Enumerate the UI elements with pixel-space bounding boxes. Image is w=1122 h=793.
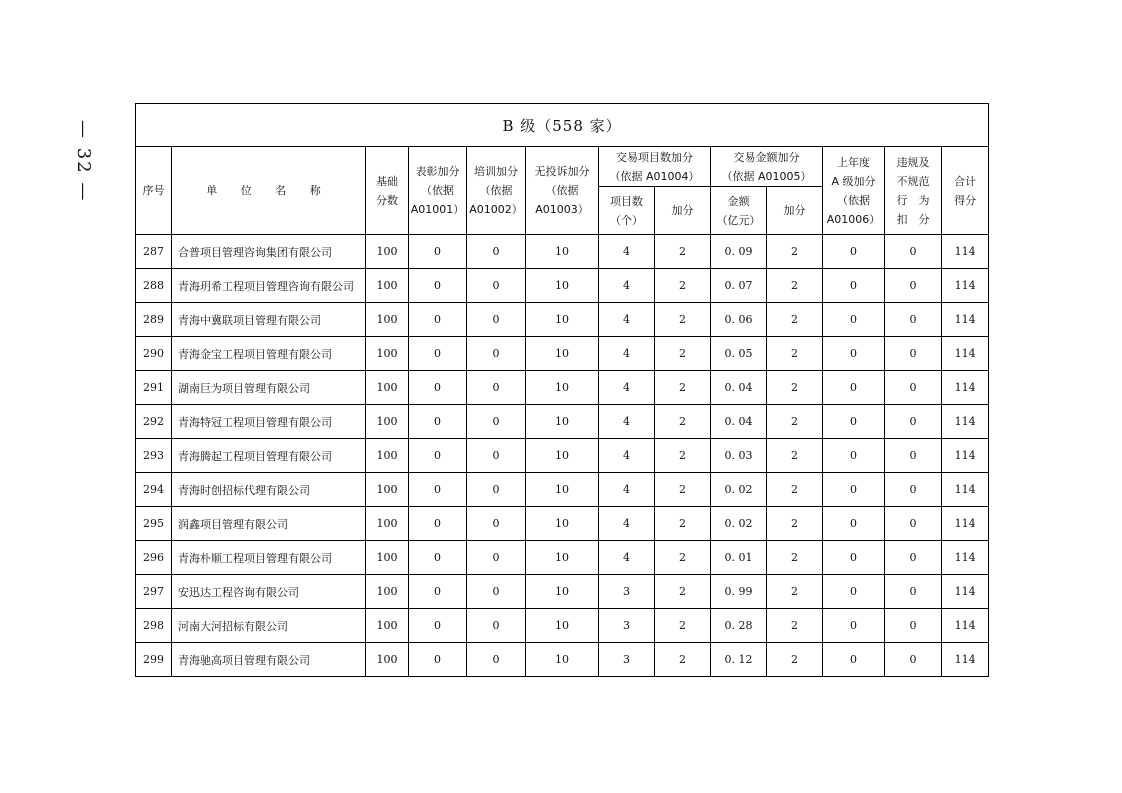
cell-trade-count-bonus: 2: [655, 371, 711, 405]
cell-no-complaint: 10: [526, 371, 599, 405]
cell-name: 青海驰高项目管理有限公司: [172, 643, 366, 677]
cell-trade-count-bonus: 2: [655, 337, 711, 371]
cell-base: 100: [366, 575, 409, 609]
cell-seq: 293: [136, 439, 172, 473]
cell-commend: 0: [409, 371, 467, 405]
cell-trade-count-bonus: 2: [655, 439, 711, 473]
cell-base: 100: [366, 541, 409, 575]
cell-seq: 287: [136, 235, 172, 269]
header-training: 培训加分 （依据 A01002）: [467, 147, 526, 235]
cell-name: 青海朴顺工程项目管理有限公司: [172, 541, 366, 575]
header-total: 合计 得分: [942, 147, 989, 235]
table-row: [136, 337, 989, 371]
cell-total: 114: [942, 371, 989, 405]
cell-training: 0: [467, 303, 526, 337]
cell-no-complaint: 10: [526, 609, 599, 643]
cell-seq: 288: [136, 269, 172, 303]
cell-training: 0: [467, 269, 526, 303]
cell-trade-amount-bonus: 2: [767, 371, 823, 405]
cell-training: 0: [467, 439, 526, 473]
score-table: [135, 103, 989, 677]
cell-trade-amount: 0. 02: [711, 507, 767, 541]
cell-trade-count-bonus: 2: [655, 541, 711, 575]
cell-violation: 0: [885, 473, 942, 507]
cell-trade-amount-bonus: 2: [767, 303, 823, 337]
cell-trade-amount: 0. 03: [711, 439, 767, 473]
cell-name: 河南大河招标有限公司: [172, 609, 366, 643]
cell-trade-amount: 0. 04: [711, 405, 767, 439]
cell-total: 114: [942, 473, 989, 507]
cell-trade-amount: 0. 02: [711, 473, 767, 507]
cell-commend: 0: [409, 507, 467, 541]
header-violation: 违规及 不规范 行 为 扣 分: [885, 147, 942, 235]
cell-training: 0: [467, 541, 526, 575]
cell-trade-amount: 0. 06: [711, 303, 767, 337]
cell-last-year: 0: [823, 337, 885, 371]
cell-total: 114: [942, 541, 989, 575]
cell-trade-amount-bonus: 2: [767, 507, 823, 541]
cell-trade-count-bonus: 2: [655, 575, 711, 609]
cell-seq: 297: [136, 575, 172, 609]
cell-trade-count: 4: [599, 235, 655, 269]
header-last-year: 上年度 A 级加分 （依据 A01006）: [823, 147, 885, 235]
cell-trade-amount: 0. 99: [711, 575, 767, 609]
cell-no-complaint: 10: [526, 337, 599, 371]
cell-base: 100: [366, 439, 409, 473]
cell-total: 114: [942, 575, 989, 609]
cell-training: 0: [467, 337, 526, 371]
cell-violation: 0: [885, 235, 942, 269]
cell-trade-count-bonus: 2: [655, 507, 711, 541]
cell-seq: 298: [136, 609, 172, 643]
header-base: 基础 分数: [366, 147, 409, 235]
cell-last-year: 0: [823, 541, 885, 575]
cell-training: 0: [467, 575, 526, 609]
cell-last-year: 0: [823, 235, 885, 269]
cell-violation: 0: [885, 643, 942, 677]
cell-base: 100: [366, 473, 409, 507]
cell-no-complaint: 10: [526, 405, 599, 439]
cell-trade-amount: 0. 12: [711, 643, 767, 677]
cell-base: 100: [366, 235, 409, 269]
cell-trade-amount-bonus: 2: [767, 609, 823, 643]
cell-trade-amount: 0. 07: [711, 269, 767, 303]
cell-trade-amount-bonus: 2: [767, 405, 823, 439]
cell-name: 青海腾起工程项目管理有限公司: [172, 439, 366, 473]
cell-commend: 0: [409, 235, 467, 269]
header-trade-amount-bonus: 加分: [767, 187, 823, 235]
cell-trade-count: 4: [599, 473, 655, 507]
cell-violation: 0: [885, 575, 942, 609]
page-number: — 32 —: [73, 120, 94, 203]
cell-last-year: 0: [823, 575, 885, 609]
header-trade-count-bonus: 加分: [655, 187, 711, 235]
cell-trade-count-bonus: 2: [655, 303, 711, 337]
cell-last-year: 0: [823, 609, 885, 643]
header-trade-amount: 交易金额加分 （依据 A01005）: [711, 147, 823, 187]
cell-name: 青海金宝工程项目管理有限公司: [172, 337, 366, 371]
cell-training: 0: [467, 643, 526, 677]
cell-name: 湖南巨为项目管理有限公司: [172, 371, 366, 405]
table-row: [136, 371, 989, 405]
header-trade-count: 交易项目数加分 （依据 A01004）: [599, 147, 711, 187]
cell-trade-count: 4: [599, 303, 655, 337]
cell-commend: 0: [409, 439, 467, 473]
table-body: [136, 235, 989, 677]
cell-no-complaint: 10: [526, 643, 599, 677]
cell-trade-amount: 0. 04: [711, 371, 767, 405]
cell-commend: 0: [409, 541, 467, 575]
cell-commend: 0: [409, 337, 467, 371]
cell-no-complaint: 10: [526, 439, 599, 473]
cell-base: 100: [366, 371, 409, 405]
cell-violation: 0: [885, 507, 942, 541]
cell-base: 100: [366, 507, 409, 541]
header-trade-count-sub: 项目数 （个）: [599, 187, 655, 235]
cell-violation: 0: [885, 337, 942, 371]
cell-total: 114: [942, 439, 989, 473]
cell-total: 114: [942, 609, 989, 643]
cell-commend: 0: [409, 405, 467, 439]
cell-trade-amount-bonus: 2: [767, 337, 823, 371]
cell-no-complaint: 10: [526, 235, 599, 269]
cell-no-complaint: 10: [526, 541, 599, 575]
cell-trade-count-bonus: 2: [655, 609, 711, 643]
cell-last-year: 0: [823, 371, 885, 405]
cell-commend: 0: [409, 269, 467, 303]
cell-trade-amount-bonus: 2: [767, 473, 823, 507]
cell-training: 0: [467, 507, 526, 541]
cell-trade-count: 4: [599, 269, 655, 303]
cell-last-year: 0: [823, 269, 885, 303]
header-name: 单 位 名 称: [172, 147, 366, 235]
cell-total: 114: [942, 337, 989, 371]
cell-trade-count-bonus: 2: [655, 643, 711, 677]
cell-commend: 0: [409, 643, 467, 677]
cell-name: 青海中冀联项目管理有限公司: [172, 303, 366, 337]
cell-commend: 0: [409, 473, 467, 507]
table-row: [136, 269, 989, 303]
cell-trade-count-bonus: 2: [655, 235, 711, 269]
cell-trade-count-bonus: 2: [655, 405, 711, 439]
cell-training: 0: [467, 473, 526, 507]
table-row: [136, 507, 989, 541]
cell-last-year: 0: [823, 507, 885, 541]
cell-trade-amount: 0. 01: [711, 541, 767, 575]
grade-title: B 级（558 家）: [136, 104, 989, 147]
cell-commend: 0: [409, 609, 467, 643]
cell-last-year: 0: [823, 643, 885, 677]
cell-trade-amount-bonus: 2: [767, 269, 823, 303]
cell-base: 100: [366, 269, 409, 303]
cell-trade-count: 3: [599, 609, 655, 643]
cell-no-complaint: 10: [526, 507, 599, 541]
cell-trade-count: 4: [599, 371, 655, 405]
table-row: [136, 609, 989, 643]
cell-base: 100: [366, 405, 409, 439]
cell-trade-count: 4: [599, 507, 655, 541]
cell-training: 0: [467, 609, 526, 643]
cell-trade-amount: 0. 28: [711, 609, 767, 643]
cell-name: 青海特冠工程项目管理有限公司: [172, 405, 366, 439]
cell-violation: 0: [885, 541, 942, 575]
cell-total: 114: [942, 303, 989, 337]
header-trade-amount-sub: 金额 （亿元）: [711, 187, 767, 235]
cell-base: 100: [366, 609, 409, 643]
cell-total: 114: [942, 235, 989, 269]
cell-trade-amount-bonus: 2: [767, 439, 823, 473]
cell-trade-count: 4: [599, 337, 655, 371]
cell-seq: 290: [136, 337, 172, 371]
cell-total: 114: [942, 405, 989, 439]
cell-trade-count: 3: [599, 575, 655, 609]
cell-trade-amount: 0. 09: [711, 235, 767, 269]
cell-trade-count-bonus: 2: [655, 473, 711, 507]
cell-base: 100: [366, 303, 409, 337]
cell-violation: 0: [885, 269, 942, 303]
cell-trade-count: 4: [599, 405, 655, 439]
table-row: [136, 235, 989, 269]
cell-commend: 0: [409, 303, 467, 337]
header-commend: 表彰加分 （依据 A01001）: [409, 147, 467, 235]
cell-violation: 0: [885, 303, 942, 337]
table-row: [136, 643, 989, 677]
table-row: [136, 541, 989, 575]
header-no-complaint: 无投诉加分 （依据 A01003）: [526, 147, 599, 235]
cell-trade-count: 4: [599, 541, 655, 575]
cell-trade-amount-bonus: 2: [767, 643, 823, 677]
cell-base: 100: [366, 643, 409, 677]
cell-violation: 0: [885, 439, 942, 473]
cell-seq: 295: [136, 507, 172, 541]
cell-name: 润鑫项目管理有限公司: [172, 507, 366, 541]
cell-training: 0: [467, 405, 526, 439]
cell-name: 青海时创招标代理有限公司: [172, 473, 366, 507]
cell-training: 0: [467, 235, 526, 269]
cell-last-year: 0: [823, 303, 885, 337]
table-row: [136, 439, 989, 473]
cell-violation: 0: [885, 609, 942, 643]
cell-trade-count: 3: [599, 643, 655, 677]
cell-commend: 0: [409, 575, 467, 609]
cell-no-complaint: 10: [526, 473, 599, 507]
cell-trade-amount-bonus: 2: [767, 235, 823, 269]
cell-last-year: 0: [823, 439, 885, 473]
header-seq: 序号: [136, 147, 172, 235]
cell-last-year: 0: [823, 473, 885, 507]
table-row: [136, 575, 989, 609]
cell-seq: 296: [136, 541, 172, 575]
cell-total: 114: [942, 507, 989, 541]
cell-name: 青海玥希工程项目管理咨询有限公司: [172, 269, 366, 303]
cell-seq: 294: [136, 473, 172, 507]
cell-trade-amount-bonus: 2: [767, 575, 823, 609]
cell-seq: 291: [136, 371, 172, 405]
cell-last-year: 0: [823, 405, 885, 439]
cell-trade-amount-bonus: 2: [767, 541, 823, 575]
cell-seq: 289: [136, 303, 172, 337]
cell-violation: 0: [885, 405, 942, 439]
cell-base: 100: [366, 337, 409, 371]
cell-training: 0: [467, 371, 526, 405]
cell-no-complaint: 10: [526, 303, 599, 337]
cell-trade-count-bonus: 2: [655, 269, 711, 303]
table-row: [136, 303, 989, 337]
table-row: [136, 405, 989, 439]
cell-seq: 292: [136, 405, 172, 439]
cell-no-complaint: 10: [526, 269, 599, 303]
cell-total: 114: [942, 269, 989, 303]
cell-trade-count: 4: [599, 439, 655, 473]
cell-no-complaint: 10: [526, 575, 599, 609]
cell-name: 安迅达工程咨询有限公司: [172, 575, 366, 609]
cell-trade-amount: 0. 05: [711, 337, 767, 371]
cell-total: 114: [942, 643, 989, 677]
cell-seq: 299: [136, 643, 172, 677]
cell-name: 合普项目管理咨询集团有限公司: [172, 235, 366, 269]
cell-violation: 0: [885, 371, 942, 405]
table-row: [136, 473, 989, 507]
